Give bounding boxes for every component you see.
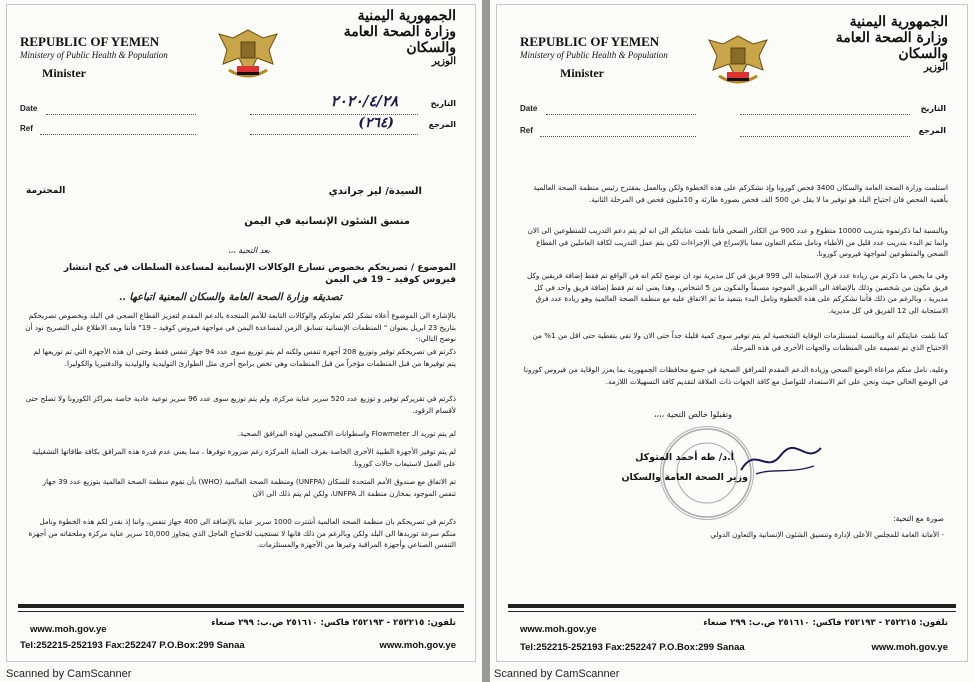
arabic-ref-line	[740, 136, 910, 137]
letter-point-3: لم يتم توريد الـ Flowmeter واسطوانات الاكسجين لهذه المرافق الصحية.	[237, 429, 456, 438]
ref-line	[540, 136, 696, 137]
footer-english-contact: Tel:252215-252193 Fax:252247 P.O.Box:299 Sanaa	[20, 640, 245, 651]
arabic-ref-line	[250, 134, 418, 135]
footer-url-top: www.moh.gov.ye	[30, 624, 107, 635]
recipient-respect: المحترمة	[26, 186, 66, 196]
arabic-date-line	[740, 114, 910, 115]
ministry-name: Ministery of Public Health & Population	[520, 50, 668, 60]
handwritten-date: ٢٠٢٠/٤/٢٨	[330, 92, 398, 110]
footer-url-bottom: www.moh.gov.ye	[871, 642, 948, 653]
footer-rule-thick	[508, 604, 956, 608]
date-label: Date	[520, 104, 538, 113]
ref-line	[40, 134, 196, 135]
letter-point-1: ذكرتم في تصريحكم توفير وتوزيع 208 أجهزة تنفس ولكنه لم يتم توزيع سوى عدد 94 جهاز تنفس فقط وحتى ان هذه الأجهزة التي تم توزيعها لم يتم توفيرها من قبل المنظمات مؤخراً من قبل المنظمات وهي تخص برامج أخرى مثل الطوارئ التوليدية والوليدية والدفتيريا والكوليرا.	[33, 347, 456, 368]
arabic-ministry-name: وزارة الصحة العامة والسكان	[343, 24, 456, 56]
date-line	[46, 114, 196, 115]
arabic-date-label: التاريخ	[430, 99, 456, 108]
arabic-ref-label: المرجع	[428, 120, 456, 129]
handwritten-signature-icon	[736, 440, 826, 480]
letter-point-5: تم الاتفاق مع صندوق الأمم المتحدة للسكان (UNFPA) ومنظمة الصحة العالمية (WHO) بأن تقوم منظمة الصحة العالمية بتوزيع عدد 39 جهاز تنفس الموجود بمخازن منظمة الـ UNFPA، ولكن لم يتم ذلك الى الان	[42, 477, 456, 498]
letterhead-arabic	[296, 8, 456, 67]
ministry-name: Ministery of Public Health & Population	[20, 50, 168, 60]
footer-rule-thick	[18, 604, 464, 608]
letter-point-7: استلمت وزارة الصحة العامة والسكان 3400 فحص كورونا وإذ نشكركم على هذه الخطوة ولكن وبالعمل بمقترح رئيس منظمة الصحة العالمية بأهمية الفحص فان احتياج البلد هو توفير ما لا يقل عن 500 الف فحص بصورة طارئة و 10مليون فحص في المرحلة الثانية.	[533, 183, 948, 204]
ref-label: Ref	[20, 124, 33, 133]
scanner-watermark: Scanned by CamScanner	[6, 668, 132, 680]
letter-page-2	[490, 0, 974, 682]
scanner-watermark: Scanned by CamScanner	[494, 668, 620, 680]
letter-point-4: لم يتم توفير الأجهزة الطبية الأخرى الخاصة بغرف العناية المركزة رغم ضرورة توفرها ، مما يعني عدم قدرة هذه المرافق بكافة طاقاتها التشغيلية على العمل لاستيعاب حالات كورونا.	[32, 447, 456, 468]
letter-point-11: وعليه، نامل منكم مراعاة الوضع الصحي وزيادة الدعم المقدم للمرافق الصحية في جميع محافظات الجمهورية بما يعزز الوقاية من فيروس كورونا في الوضع الحالي حيث ونحن على اتم الاستعداد للتواصل مع كافة الجهات ذات العلاقة لتقديم كافة التسهيلات اللازمة.	[523, 365, 948, 386]
letter-subject: الموضوع / تصريحكم بخصوص تسارع الوكالات الإنسانية لمساعدة السلطات في كبح انتشار فيروس كوفيد – 19 في اليمن	[63, 263, 456, 285]
letter-point-9: وفي ما يخص ما ذكرتم من زيادة عدد فرق الاستجابة الى 999 فريق في كل مديرية نود ان نوضح لكم انه في الواقع تم فقط إضافة فريقين وكل فريق مكون من شخصين وذلك بالإضافة الى الفريق الموجود مسبقاً والمكون من 5 اشخاص، وهذا يعني انه تم فقط إضافة فريق واحد في كل مديرية ، وبالرغم من ذلك فأننا نشكركم على هذه الخطوة ونامل البدء بتنفيذ ما تم الاتفاق عليه مع منظمة الصحة العالمية وهو زيادة عدد فرق الاستجابة الى 12 الفريق في كل مديرية.	[527, 271, 948, 315]
arabic-republic-title: الجمهورية اليمنية	[849, 14, 948, 30]
footer-rule-thin	[18, 611, 464, 612]
footer-arabic-contact: تلفون: ٢٥٢٢١٥ - ٢٥٢١٩٣ فاكس: ٢٥١٦١٠ ص.ب: ٢٩٩ صنعاء	[703, 618, 948, 628]
greeting: بعد التحية ،،،	[227, 246, 270, 255]
copy-label: صورة مع التحية:	[893, 514, 944, 523]
minister-label: Minister	[560, 66, 604, 80]
ref-label: Ref	[520, 126, 533, 135]
letter-point-8: وبالنسبة لما ذكرتموه بتدريب 10000 متطوع و عدد 900 من الكادر الصحي فأننا نلفت عنايتكم الى انه لم يتم دعم التدريب للمتطوعين الى الان وانما تم البدء بتدريب عدد قليل من الأطباء ونامل منكم التعاون معنا بالإسراع في الإجراءات لكي يتم عمل التدريب لكافة العاملين في القطاع الصحي والمتطوعين لمواجهة فيروس كورونا.	[527, 226, 948, 259]
letter-page-1	[0, 0, 482, 682]
signer-title: وزير الصحة العامة والسكان	[621, 472, 748, 483]
arabic-date-label: التاريخ	[920, 104, 946, 113]
letterhead-english	[20, 34, 168, 81]
footer-english-contact: Tel:252215-252193 Fax:252247 P.O.Box:299 Sanaa	[520, 642, 745, 653]
letter-point-10: كما نلفت عنايتكم انه وبالنسبة لمستلزمات الوقاية الشخصية لم يتم توفير سوى كمية قليلة جداً حتى الان ولا تفي بتغطية حتى اقل من 1% من الاحتياج الذي تم تعميمه على المنظمات والجهات الأخرى في هذه المرحلة.	[532, 331, 948, 352]
arabic-ministry-name: وزارة الصحة العامة والسكان	[835, 30, 948, 62]
letter-point-2: ذكرتم في تقريركم توفير و توزيع عدد 520 سرير عناية مركزة، ولم يتم توزيع سوى عدد 96 سرير نوعية عادية خاصة بمراكز الكورونا ولا تصلح حتى لأقسام الرقود.	[25, 394, 456, 415]
arabic-minister-label: الوزير	[923, 62, 948, 73]
republic-title: REPUBLIC OF YEMEN	[520, 34, 660, 49]
footer-arabic-contact: تلفون: ٢٥٢٢١٥ - ٢٥٢١٩٣ فاكس: ٢٥١٦١٠ ص.ب: ٢٩٩ صنعاء	[211, 618, 456, 628]
letter-intro-paragraph: بالإشارة الى الموضوع أعلاه نشكر لكم تعاونكم والوكالات التابعة للأمم المتحدة بالدعم المقدم لتعزيز القطاع الصحي في البلد وبخصوص تصريحكم بتاريخ 23 ابريل بعنوان " المنظمات الإنسانية تسابق الزمن لمساعدة اليمن في مواجهة فيروس كوفيد – 19" فأننا وبعد الاطلاع على التصريح نود أن نوضح التالي:-	[25, 311, 456, 344]
footer-url-top: www.moh.gov.ye	[520, 624, 597, 635]
letterhead-arabic	[788, 14, 948, 73]
letterhead-english	[520, 34, 668, 81]
handwritten-ref: (٢٦٤)	[358, 115, 394, 131]
date-label: Date	[20, 104, 38, 113]
signer-name: أ.د/ طه أحمد المتوكل	[635, 452, 734, 463]
letter-point-6: ذكرتم في تصريحكم بان منظمة الصحة العالمية أشترت 1000 سرير عناية بالإضافة الى 400 جهاز تنفس، واننا إذ نقدر لكم هذه الخطوة ونامل منكم سرعة توريدها الى البلد ولكن وبالرغم من ذلك فانها لا تستجيب للاحتياج العاجل الذي يتجاوز 10,000 سرير عناية مركزة وملحقاته من أجهزة التنفس الصناعي وأجهزة المراقبة وغيرها من الأجهزة والمستلزمات.	[28, 517, 456, 550]
arabic-republic-title: الجمهورية اليمنية	[357, 8, 456, 24]
footer-url-bottom: www.moh.gov.ye	[379, 640, 456, 651]
republic-title: REPUBLIC OF YEMEN	[20, 34, 160, 49]
minister-label: Minister	[42, 66, 86, 80]
handwritten-note: تصديقه وزارة الصحة العامة والسكان المعنية اتباعها ..	[118, 292, 342, 303]
closing-line: وتقبلوا خالص التحية ،،،،	[653, 410, 732, 419]
yemen-eagle-emblem-icon	[703, 30, 773, 90]
yemen-eagle-emblem-icon	[213, 24, 283, 84]
recipient-name: السيدة/ ليز جراندي	[328, 186, 422, 197]
arabic-minister-label: الوزير	[431, 56, 456, 67]
recipient-title: منسق الشئون الإنسانية في اليمن	[244, 216, 410, 227]
date-line	[546, 114, 696, 115]
copy-recipient: - الأمانة العامة للمجلس الأعلى لإدارة وتنسيق الشئون الإنسانية والتعاون الدولي	[710, 530, 944, 539]
footer-rule-thin	[508, 611, 956, 612]
arabic-ref-label: المرجع	[918, 126, 946, 135]
